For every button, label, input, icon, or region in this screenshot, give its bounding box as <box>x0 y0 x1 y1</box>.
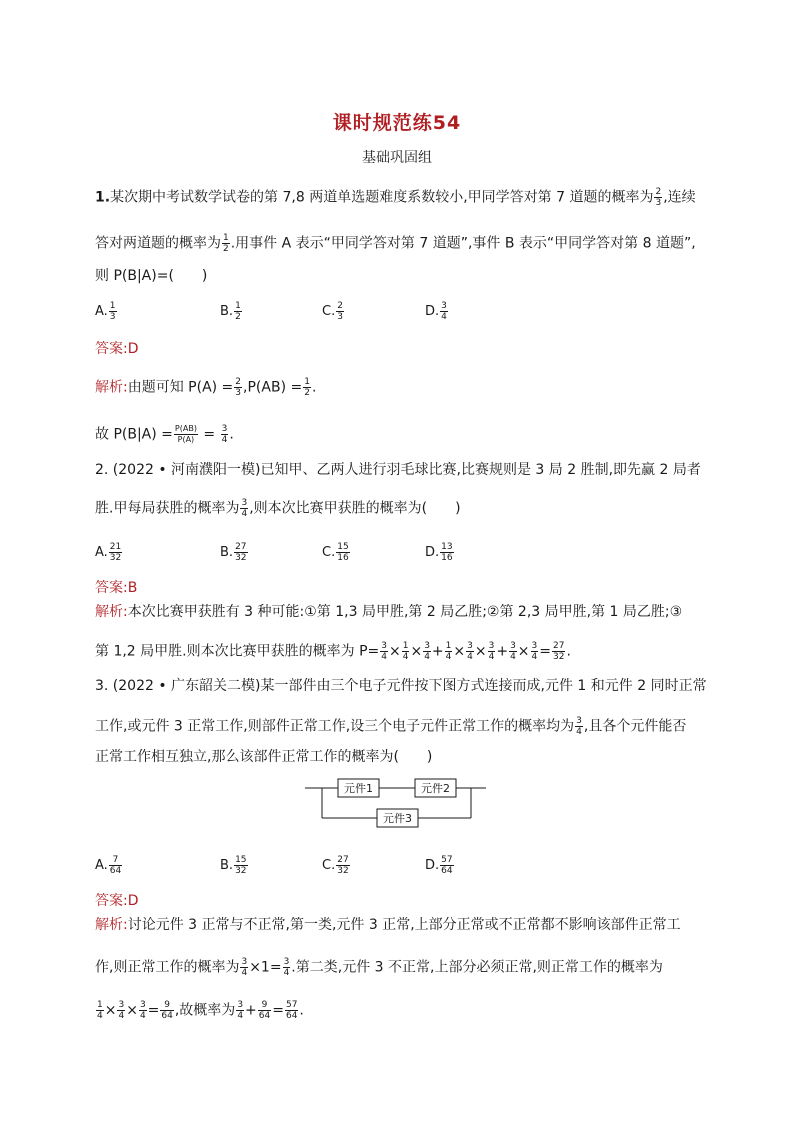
q1-stem-line3: 则 P(B|A)=( ) <box>95 268 208 284</box>
section-subtitle: 基础巩固组 <box>362 150 432 166</box>
q3-stem-line3: 正常工作相互独立,那么该部件正常工作的概率为( ) <box>95 749 433 765</box>
q1-option-c[interactable]: C. $\frac{2}{3}$ <box>322 301 343 322</box>
q1-stem-line2: 答对两道题的概率为 $\frac{1}{2}$ .用事件 A 表示“甲同学答对第 7 道题”,事件 B 表示“甲同学答对第 8 道题”, <box>95 233 696 254</box>
page-title: 课时规范练54 <box>332 112 462 134</box>
q2-stem-line2: 胜.甲每局获胜的概率为 $\frac{3}{4}$ ,则本次比赛甲获胜的概率为( ) <box>95 498 461 519</box>
q2-option-d[interactable]: D. $\frac{13}{16}$ <box>425 542 453 563</box>
q2-stem-line1: 2. (2022 • 河南濮阳一模)已知甲、乙两人进行羽毛球比赛,比赛规则是 3 局 2 胜制,即先赢 2 局者 <box>95 462 701 478</box>
q3-stem-line1: 3. (2022 • 广东韶关二模)某一部件由三个电子元件按下图方式连接而成,元件 1 和元件 2 同时正常 <box>95 678 707 694</box>
q1-option-d[interactable]: D. $\frac{3}{4}$ <box>425 301 447 322</box>
q3-option-b[interactable]: B. $\frac{15}{32}$ <box>220 855 247 876</box>
component-2-label: 元件2 <box>421 782 450 795</box>
q3-stem-line2: 工作,或元件 3 正常工作,则部件正常工作,设三个电子元件正常工作的概率均为 $\frac{3}{4}$ ,且各个元件能否 <box>95 716 687 737</box>
q1-option-b[interactable]: B. $\frac{1}{2}$ <box>220 301 241 322</box>
q3-option-d[interactable]: D. $\frac{57}{64}$ <box>425 855 453 876</box>
q3-analysis-line1: 解析:讨论元件 3 正常与不正常,第一类,元件 3 正常,上部分正常或不正常都不影响该部件正常工 <box>95 917 681 933</box>
q2-analysis-line2: 第 1,2 局甲胜.则本次比赛甲获胜的概率为 P= $\frac{3}{4}$ × $\frac{1}{4}$ × $\frac{3}{4}$ + $\frac{1}{4}$ × $\frac{3}{4}$ × $\frac{3}{4}$ + $\frac{3}{4}$ × $\frac{3}{4}$ = $\frac{27}{32}$ . <box>95 641 571 662</box>
q2-option-c[interactable]: C. $\frac{15}{16}$ <box>322 542 349 563</box>
q1-answer: 答案:D <box>95 341 139 357</box>
q2-answer: 答案:B <box>95 580 138 596</box>
q1-conclusion: 故 P(B|A) = $\frac{P(AB)}{P(A)}$ = $\frac{3}{4}$ . <box>95 424 234 445</box>
q2-option-a[interactable]: A. $\frac{21}{32}$ <box>95 542 122 563</box>
q2-option-b[interactable]: B. $\frac{27}{32}$ <box>220 542 247 563</box>
q1-option-a[interactable]: A. $\frac{1}{3}$ <box>95 301 116 322</box>
q1-analysis: 解析:由题可知 P(A) = $\frac{2}{3}$ ,P(AB) = $\frac{1}{2}$ . <box>95 377 317 398</box>
circuit-diagram <box>305 774 489 830</box>
component-1-label: 元件1 <box>344 782 373 795</box>
fraction: $\frac{1}{2}$ <box>223 233 229 254</box>
q3-analysis-line2: 作,则正常工作的概率为 $\frac{3}{4}$ ×1= $\frac{3}{4}$ .第二类,元件 3 不正常,上部分必须正常,则正常工作的概率为 <box>95 957 663 978</box>
q3-answer: 答案:D <box>95 893 139 909</box>
q3-analysis-line3: $\frac{1}{4}$ × $\frac{3}{4}$ × $\frac{3}{4}$ = $\frac{9}{64}$ ,故概率为 $\frac{3}{4}$ + $\frac{9}{64}$ = $\frac{57}{64}$ . <box>97 1000 304 1021</box>
fraction: $\frac{2}{3}$ <box>655 187 662 208</box>
component-3-label: 元件3 <box>383 812 412 825</box>
q2-analysis-line1: 解析:本次比赛甲获胜有 3 种可能:①第 1,3 局甲胜,第 2 局乙胜;②第 2,3 局甲胜,第 1 局乙胜;③ <box>95 604 683 620</box>
q1-stem-line1: 1.某次期中考试数学试卷的第 7,8 两道单选题难度系数较小,甲同学答对第 7 道题的概率为 $\frac{2}{3}$ ,连续 <box>95 187 696 208</box>
q3-option-a[interactable]: A. $\frac{7}{64}$ <box>95 855 122 876</box>
q3-option-c[interactable]: C. $\frac{27}{32}$ <box>322 855 349 876</box>
